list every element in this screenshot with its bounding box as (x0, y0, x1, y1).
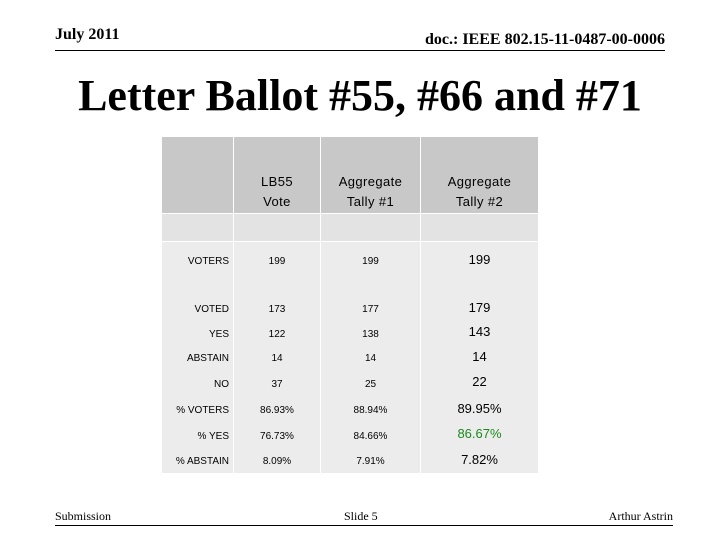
header-date: July 2011 (55, 26, 120, 43)
separator-cell (234, 214, 320, 241)
row-label-voters: VOTERS (187, 256, 229, 267)
cell-pct-yes-tally2: 86.67% (457, 426, 502, 441)
row-label-no: NO (214, 379, 229, 390)
footer-slide-number: Slide 5 (344, 509, 378, 523)
column-header-tally1: Aggregate Tally #1 (338, 174, 403, 209)
header-cell-tally2 (421, 137, 538, 213)
cell-pct-abstain-tally1: 7.91% (356, 456, 385, 467)
footer-rule (55, 525, 673, 526)
cell-abstain-lb55: 14 (271, 353, 283, 364)
slide-title: Letter Ballot #55, #66 and #71 (78, 71, 642, 120)
footer-submission: Submission (55, 509, 112, 523)
ballot-table (162, 137, 538, 473)
cell-abstain-tally2: 14 (472, 349, 487, 364)
separator-cell (321, 214, 420, 241)
row-label-abstain: ABSTAIN (186, 353, 229, 364)
cell-yes-tally2: 143 (468, 324, 491, 339)
column-header-tally2: Aggregate Tally #2 (447, 174, 512, 209)
cell-pct-yes-lb55: 76.73% (260, 431, 294, 442)
cell-voted-tally2: 179 (468, 300, 491, 315)
cell-pct-voters-lb55: 86.93% (260, 405, 294, 416)
header-doc-id: doc.: IEEE 802.15-11-0487-00-0006 (425, 31, 665, 48)
cell-voters-lb55: 199 (268, 256, 286, 267)
cell-pct-yes-tally1: 84.66% (353, 431, 388, 442)
cell-pct-abstain-tally2: 7.82% (461, 452, 498, 467)
row-label-yes: YES (208, 329, 229, 340)
cell-pct-abstain-lb55: 8.09% (262, 456, 292, 467)
footer-author: Arthur Astrin (608, 509, 673, 523)
cell-no-tally1: 25 (364, 379, 377, 390)
cell-pct-voters-tally1: 88.94% (353, 405, 388, 416)
header-cell-lb55 (234, 137, 320, 213)
cell-voted-tally1: 177 (362, 304, 379, 315)
column-header-lb55: LB55 Vote (261, 174, 293, 209)
row-label-pct-yes: % YES (197, 431, 229, 442)
cell-pct-voters-tally2: 89.95% (457, 401, 502, 416)
row-label-pct-voters: % VOTERS (176, 405, 229, 416)
cell-yes-tally1: 138 (362, 329, 379, 340)
cell-voters-tally1: 199 (362, 256, 379, 267)
row-label-pct-abstain: % ABSTAIN (175, 456, 229, 467)
cell-abstain-tally1: 14 (364, 353, 377, 364)
row-label-voted: VOTED (194, 304, 229, 315)
cell-voters-tally2: 199 (468, 252, 491, 267)
cell-yes-lb55: 122 (268, 329, 286, 340)
separator-cell (421, 214, 538, 241)
cell-no-lb55: 37 (271, 379, 283, 390)
cell-voted-lb55: 173 (268, 304, 286, 315)
header-cell-tally1 (321, 137, 420, 213)
header-rule (55, 50, 665, 51)
header-corner-cell (162, 137, 233, 213)
separator-cell (162, 214, 233, 241)
cell-no-tally2: 22 (472, 374, 487, 389)
